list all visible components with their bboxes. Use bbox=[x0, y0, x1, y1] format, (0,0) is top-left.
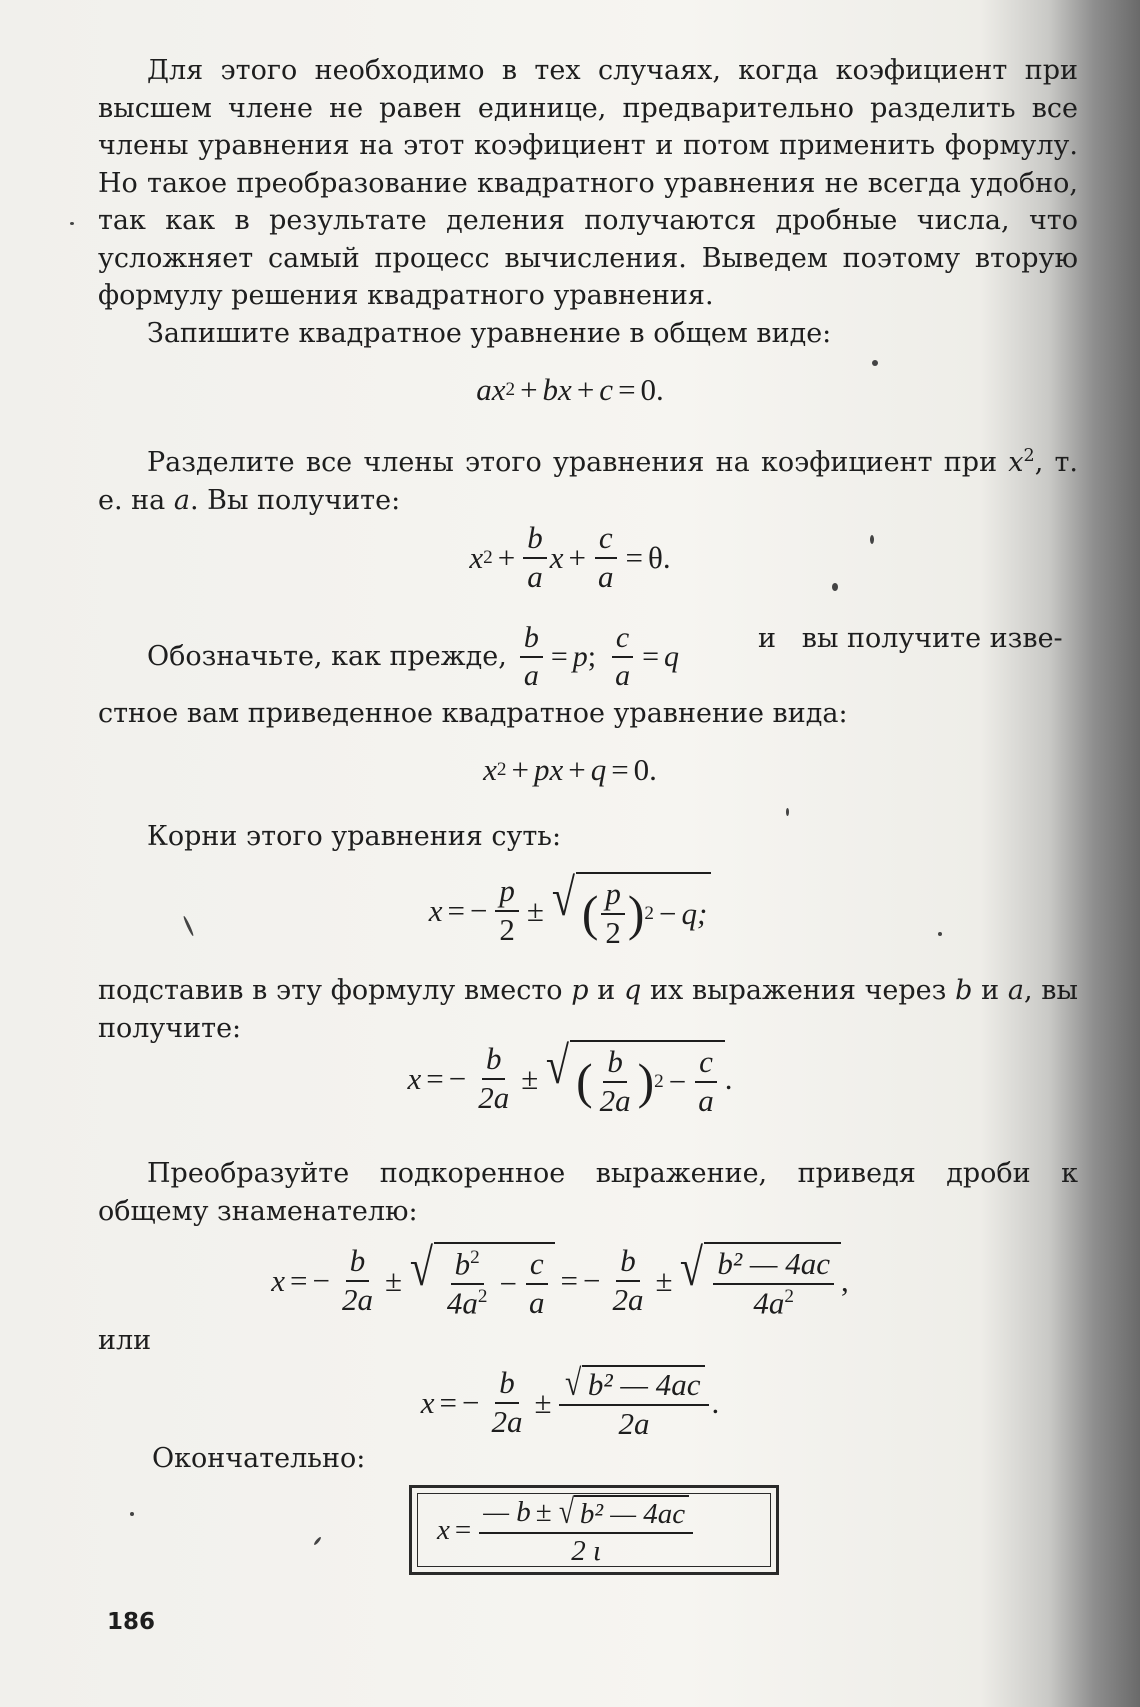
equation-roots-split: x = − $\frac{b}{2a}$ ± √ b² — 4ac 2a . bbox=[420, 1363, 720, 1442]
print-speck bbox=[313, 1536, 322, 1546]
print-speck bbox=[832, 583, 838, 591]
final-formula: x = — b ± √ b² — 4ac 2 ι bbox=[437, 1495, 696, 1566]
paragraph-transform: Преобразуйте подкоренное выражение, приведя дроби к общему знаменателю: bbox=[98, 1158, 1078, 1227]
paragraph-notation: Обозначьте, как прежде, $\frac{b}{a}$ = p ; $\frac{c}{a}$ = q bbox=[147, 621, 679, 692]
equation-common-denominator: x = − $\frac{b}{2a}$ ± √ $\frac{b^2}{4a^2}$ − $\frac{c}{a}$ = − $\frac{b}{2a}$ ± √ $\frac{\text{b² — 4ac}}{4a^2}$ , bbox=[271, 1239, 849, 1321]
paragraph-divide: Разделите все члены этого уравнения на коэфициент при $x^2$, т. е. на a. Вы получите: bbox=[98, 446, 1078, 516]
equation-reduced: x 2 + px + q = 0. bbox=[483, 752, 657, 787]
paragraph-or: или bbox=[98, 1325, 152, 1356]
paragraph-intro: Для этого необходимо в тех случаях, когда коэфициент при высшем члене не равен единице, предварительно разделить все члены уравнения на этот коэфициент и потом применить формулу. Но такое преобразование квадратного уравнения не всегда удобно, так как в результате деления получаются дробные числа, что усложняет самый процесс вычисления. Выведем поэтому вторую формулу решения квадратного уравнения. bbox=[98, 55, 1078, 311]
equation-roots-pq: x = − $\frac{p}{2}$ ± √ ( $\frac{p}{2}$ ) 2 − q; bbox=[0, 872, 1140, 949]
final-formula-box bbox=[409, 1485, 779, 1575]
equation-roots-ab: x = − $\frac{b}{2a}$ ± √ ( $\frac{b}{2a}$ ) 2 − $\frac{c}{a}$ . bbox=[407, 1037, 733, 1118]
print-speck bbox=[870, 535, 874, 544]
print-speck bbox=[872, 360, 878, 366]
equation-divided: x 2 + $\frac{b}{a}$ x + $\frac{c}{a}$ = θ. bbox=[469, 520, 671, 594]
paragraph-general-form: Запишите квадратное уравнение в общем виде: bbox=[147, 318, 832, 349]
paragraph-notation-tail-1: и вы получите изве- bbox=[758, 623, 1063, 654]
paragraph-substitute: подставив в эту формулу вместо p и q их выражения через b и a, вы получите: bbox=[98, 975, 1078, 1044]
equation-general: ax 2 + bx + c = 0. bbox=[476, 372, 664, 407]
print-speck bbox=[130, 1512, 134, 1516]
paragraph-notation-tail-2: стное вам приведенное квадратное уравнение вида: bbox=[98, 698, 848, 729]
print-speck bbox=[938, 932, 942, 936]
paragraph-finally: Окончательно: bbox=[152, 1443, 366, 1474]
print-speck bbox=[70, 222, 74, 225]
paragraph-roots: Корни этого уравнения суть: bbox=[147, 821, 562, 852]
page-number: 186 bbox=[107, 1609, 156, 1635]
print-speck bbox=[786, 808, 789, 816]
